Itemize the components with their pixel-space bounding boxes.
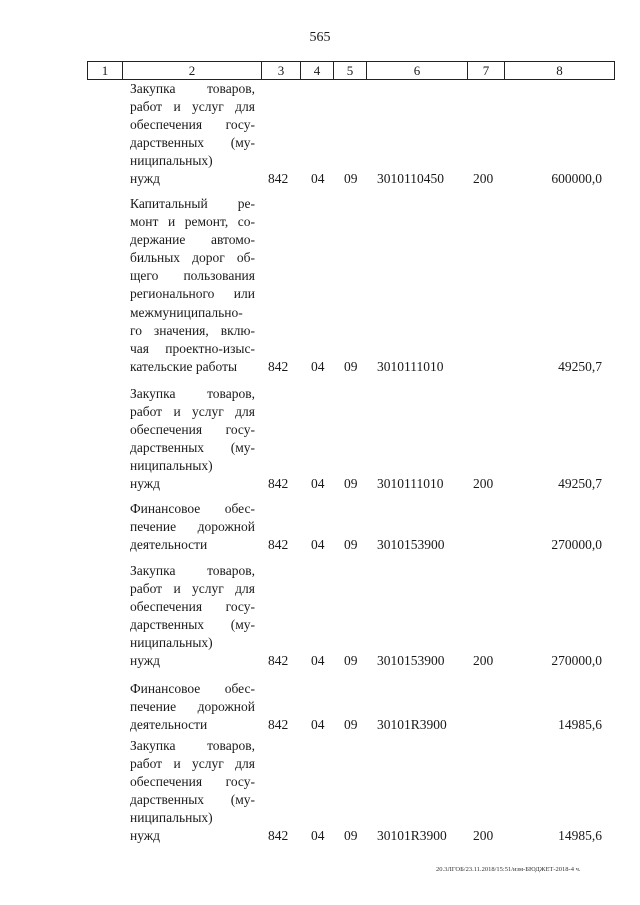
- description-line: Капитальный ре-: [130, 196, 255, 211]
- cell-expense-type: 200: [473, 171, 494, 187]
- cell-section: 04: [311, 717, 325, 733]
- description-line: Закупка товаров,: [130, 386, 255, 401]
- table-row: [0, 737, 640, 846]
- description-line: обеспечения госу-: [130, 774, 255, 790]
- description-line: ниципальных): [130, 153, 213, 169]
- description-line: работ и услуг для: [130, 756, 255, 772]
- cell-target-article: 30101R3900: [377, 828, 447, 844]
- cell-grbs: 842: [268, 358, 289, 374]
- description-line: деятельности: [130, 537, 208, 553]
- cell-target-article: 3010110450: [377, 171, 444, 187]
- cell-expense-type: 200: [473, 653, 494, 669]
- cell-subsection: 09: [344, 358, 358, 374]
- description-line: работ и услуг для: [130, 581, 255, 597]
- row-description: [130, 385, 255, 494]
- description-line: дарственных (му-: [130, 440, 255, 456]
- description-line: дарственных (му-: [130, 617, 255, 633]
- description-line: дарственных (му-: [130, 135, 255, 151]
- description-line: нужд: [130, 476, 160, 492]
- document-footer: 20.3ЛГОБ/23.11.2018/15:51/изм-БЮДЖЕТ-2018-4 ч.: [436, 866, 581, 873]
- cell-target-article: 3010111010: [377, 476, 444, 492]
- cell-amount: 14985,6: [558, 828, 602, 844]
- description-line: щего пользования: [130, 268, 255, 284]
- row-description: [130, 80, 255, 189]
- cell-subsection: 09: [344, 717, 358, 733]
- cell-target-article: 3010111010: [377, 358, 444, 374]
- cell-amount: 49250,7: [558, 476, 602, 492]
- row-description: [130, 737, 255, 846]
- column-number-header: [87, 61, 615, 80]
- table-row: [0, 680, 640, 734]
- cell-subsection: 09: [344, 476, 358, 492]
- cell-section: 04: [311, 171, 325, 187]
- row-description: [130, 562, 255, 671]
- description-line: нужд: [130, 828, 160, 844]
- description-line: держание автомо-: [130, 232, 255, 248]
- cell-grbs: 842: [268, 717, 289, 733]
- description-line: Закупка товаров,: [130, 563, 255, 578]
- row-description: [130, 195, 255, 376]
- header-col-6: 6: [367, 62, 468, 80]
- description-line: печение дорожной: [130, 519, 255, 535]
- description-line: обеспечения госу-: [130, 422, 255, 438]
- table-row: [0, 195, 640, 376]
- cell-grbs: 842: [268, 537, 289, 553]
- header-col-2: 2: [123, 62, 262, 80]
- header-col-8: 8: [505, 62, 615, 80]
- cell-expense-type: 200: [473, 828, 494, 844]
- description-line: деятельности: [130, 717, 208, 733]
- cell-subsection: 09: [344, 828, 358, 844]
- description-line: Финансовое обес-: [130, 501, 255, 516]
- description-line: бильных дорог об-: [130, 250, 255, 266]
- cell-amount: 270000,0: [551, 537, 602, 553]
- description-line: чая проектно-изыс-: [130, 340, 255, 356]
- row-description: [130, 680, 255, 734]
- cell-section: 04: [311, 537, 325, 553]
- description-line: монт и ремонт, со-: [130, 214, 255, 230]
- cell-target-article: 30101R3900: [377, 717, 447, 733]
- cell-subsection: 09: [344, 537, 358, 553]
- header-row: [88, 62, 615, 80]
- cell-target-article: 3010153900: [377, 653, 445, 669]
- cell-section: 04: [311, 653, 325, 669]
- description-line: межмуниципально-: [130, 304, 243, 320]
- description-line: печение дорожной: [130, 699, 255, 715]
- description-line: обеспечения госу-: [130, 117, 255, 133]
- description-line: ниципальных): [130, 635, 213, 651]
- description-line: дарственных (му-: [130, 792, 255, 808]
- header-col-3: 3: [262, 62, 301, 80]
- cell-grbs: 842: [268, 653, 289, 669]
- description-line: Финансовое обес-: [130, 681, 255, 696]
- cell-amount: 14985,6: [558, 717, 602, 733]
- header-col-1: 1: [88, 62, 123, 80]
- description-line: обеспечения госу-: [130, 599, 255, 615]
- cell-expense-type: 200: [473, 476, 494, 492]
- cell-amount: 270000,0: [551, 653, 602, 669]
- cell-grbs: 842: [268, 828, 289, 844]
- cell-amount: 49250,7: [558, 358, 602, 374]
- page-number: 565: [309, 30, 331, 45]
- cell-subsection: 09: [344, 653, 358, 669]
- header-col-5: 5: [334, 62, 367, 80]
- description-line: Закупка товаров,: [130, 738, 255, 753]
- description-line: работ и услуг для: [130, 99, 255, 115]
- cell-grbs: 842: [268, 476, 289, 492]
- cell-amount: 600000,0: [551, 171, 602, 187]
- description-line: кательские работы: [130, 358, 238, 374]
- description-line: нужд: [130, 653, 160, 669]
- cell-section: 04: [311, 476, 325, 492]
- cell-target-article: 3010153900: [377, 537, 445, 553]
- cell-grbs: 842: [268, 171, 289, 187]
- table-row: [0, 562, 640, 671]
- description-line: го значения, вклю-: [130, 322, 255, 338]
- description-line: ниципальных): [130, 458, 213, 474]
- description-line: Закупка товаров,: [130, 81, 255, 96]
- description-line: работ и услуг для: [130, 404, 255, 420]
- header-col-7: 7: [468, 62, 505, 80]
- row-description: [130, 500, 255, 554]
- header-col-4: 4: [301, 62, 334, 80]
- table-row: [0, 500, 640, 554]
- cell-section: 04: [311, 828, 325, 844]
- description-line: регионального или: [130, 286, 255, 302]
- description-line: ниципальных): [130, 810, 213, 826]
- description-line: нужд: [130, 171, 160, 187]
- table-row: [0, 385, 640, 494]
- table-row: [0, 80, 640, 189]
- cell-subsection: 09: [344, 171, 358, 187]
- cell-section: 04: [311, 358, 325, 374]
